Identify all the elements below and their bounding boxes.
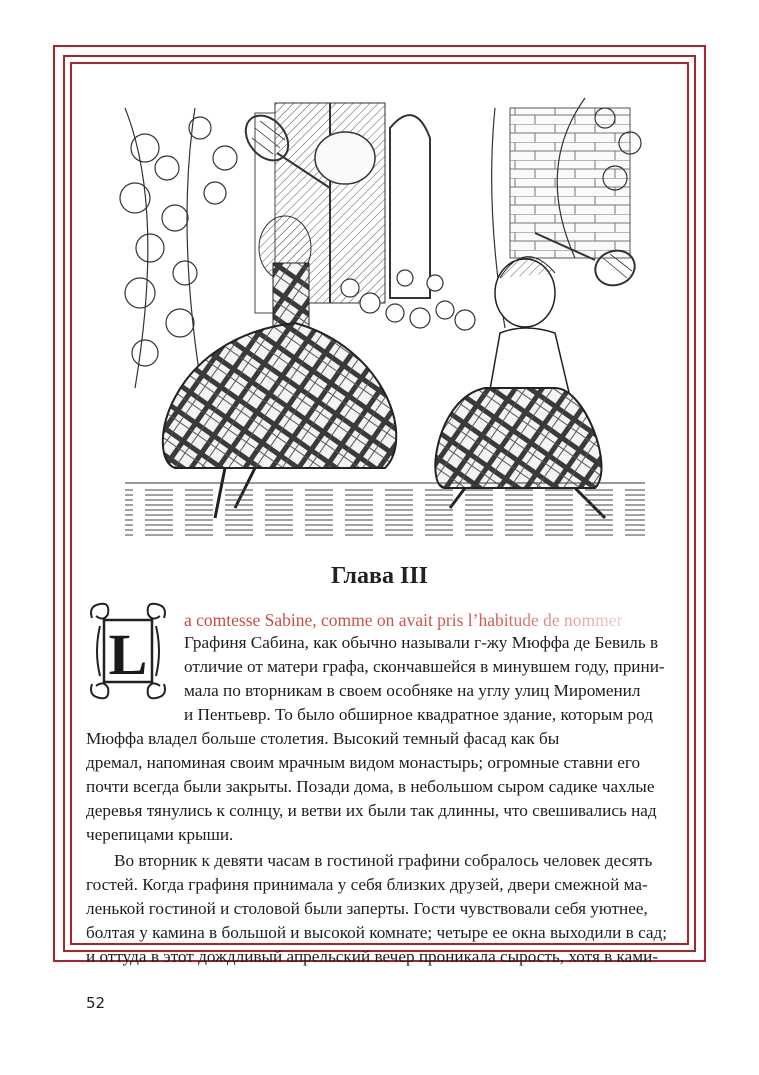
text-line: и оттуда в этот дождливый апрельский вечер проникала сырость, хотя в ками- xyxy=(86,947,659,966)
text-line: мала по вторникам в своем особняке на углу улиц Мироменил xyxy=(184,681,641,700)
engraving-illustration xyxy=(105,88,655,548)
ornate-drop-cap xyxy=(86,598,170,704)
french-epigraph-line: a comtesse Sabine, comme on avait pris l’habitude de nommer xyxy=(184,610,684,634)
text-line: Графиня Сабина, как обычно называли г-жу Мюффа де Бевиль в xyxy=(184,633,659,652)
text-line: дремал, напоминая своим мрачным видом монастырь; огромные ставни его xyxy=(86,753,641,772)
chapter-title: Глава III xyxy=(330,563,428,589)
text-line: Мюффа владел больше столетия. Высокий темный фасад как бы xyxy=(86,729,560,748)
drop-cap-letter: L xyxy=(108,622,148,687)
text-line: гостей. Когда графиня принимала у себя близких друзей, двери смежной ма- xyxy=(86,875,648,894)
text-line: деревья тянулись к солнцу, и ветви их были так длинны, что свешивались над xyxy=(86,801,657,820)
text-line: ленькой гостиной и столовой были заперты. Гости чувствовали себя уютнее, xyxy=(86,899,648,918)
text-line: болтая у камина в большой и высокой комнате; четыре ее окна выходили в сад; xyxy=(86,923,668,942)
text-line: почти всегда были закрыты. Позади дома, в небольшом сыром садике чахлые xyxy=(86,777,655,796)
page-number: 52 xyxy=(86,994,106,1012)
text-line: и Пентьевр. То было обширное квадратное здание, которым род xyxy=(184,705,653,724)
text-line: черепицами крыши. xyxy=(86,825,234,844)
text-line: отличие от матери графа, скончавшейся в минувшем году, прини- xyxy=(184,657,665,676)
text-line: Во вторник к девяти часам в гостиной графини собралось человек десять xyxy=(114,851,653,870)
